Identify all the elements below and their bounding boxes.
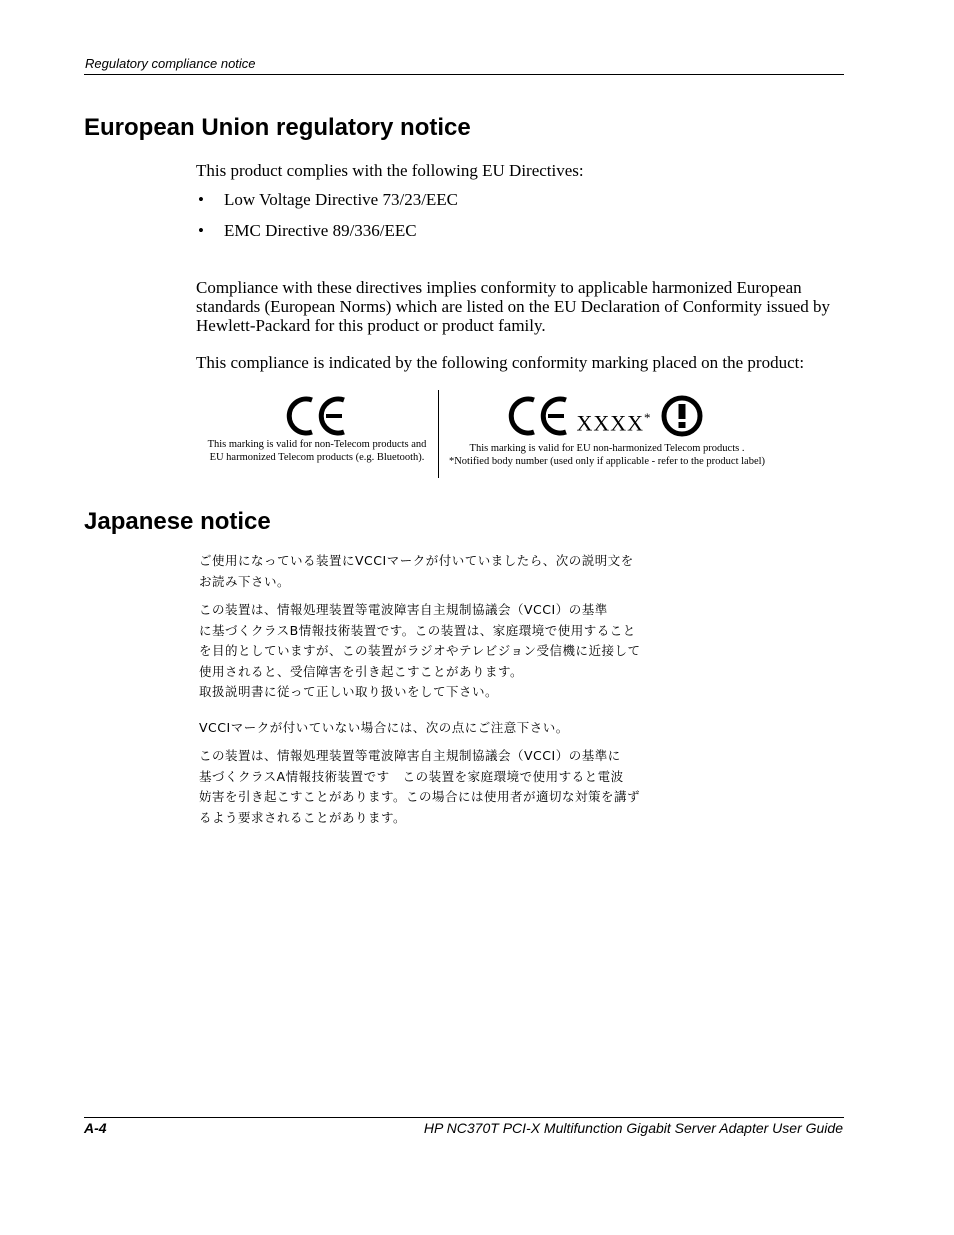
- eu-compliance-paragraph: Compliance with these directives implies conformity to applicable harmonized European standards (European Norms) which are listed on the EU Declaration of Conformity issued by Hewlett-Packard for this product or product family.: [196, 278, 831, 335]
- eu-heading: European Union regulatory notice: [84, 114, 471, 141]
- japan-paragraph-1: ご使用になっている装置にVCCIマークが付いていましたら、次の説明文を お読み下さい。: [199, 553, 634, 589]
- markings-divider: [438, 390, 439, 478]
- japan-paragraph-3: VCCIマークが付いていない場合には、次の点にご注意下さい。: [199, 720, 569, 735]
- alert-mark-icon: [658, 394, 708, 438]
- japan-paragraph-2: この装置は、情報処理装置等電波障害自主規制協議会（VCCI）の基準 に基づくクラスB情報技術装置です。この装置は、家庭環境で使用すること を目的としていますが、この装置がラジオやテレビジョン受信機に近接して 使用されると、受信障害を引き起こすことがあります。 取扱説明書に従って正しい取り扱いをして下さい。: [199, 602, 641, 699]
- japan-paragraph-4: この装置は、情報処理装置等電波障害自主規制協議会（VCCI）の基準に 基づくクラスA情報技術装置です この装置を家庭環境で使用すると電波 妨害を引き起こすことがあります。この場合には使用者が適切な対策を講ず るよう要求されることがあります。: [199, 748, 641, 825]
- running-header: Regulatory compliance notice: [85, 56, 256, 71]
- conformity-markings: [200, 390, 770, 480]
- directive-list: [196, 190, 458, 252]
- ce-mark-icon: [284, 394, 350, 438]
- bullet-icon: •: [198, 221, 204, 240]
- japan-heading: Japanese notice: [84, 508, 271, 535]
- ce-mark-caption: This marking is valid for non-Telecom products and EU harmonized Telecom products (e.g. Bluetooth).: [207, 439, 427, 463]
- telecom-caption-1: This marking is valid for EU non-harmonized Telecom products .: [469, 443, 745, 454]
- footer-rule: [84, 1117, 844, 1118]
- notified-body-number: XXXX*: [576, 409, 652, 435]
- ce-mark-icon: [506, 394, 572, 438]
- bullet-icon: •: [198, 190, 204, 209]
- ce-mark-non-telecom: [200, 390, 434, 464]
- header-rule: [84, 74, 844, 75]
- telecom-caption-2: *Notified body number (used only if applicable - refer to the product label): [448, 456, 766, 467]
- eu-intro: This product complies with the following EU Directives:: [196, 161, 584, 180]
- ce-mark-telecom: [444, 390, 770, 468]
- list-item: • Low Voltage Directive 73/23/EEC: [198, 190, 459, 209]
- list-item: • EMC Directive 89/336/EEC: [198, 221, 417, 240]
- eu-marking-paragraph: This compliance is indicated by the following conformity marking placed on the product:: [196, 353, 805, 372]
- footer-title: HP NC370T PCI-X Multifunction Gigabit Server Adapter User Guide: [423, 1120, 843, 1136]
- page-number: A-4: [84, 1120, 107, 1136]
